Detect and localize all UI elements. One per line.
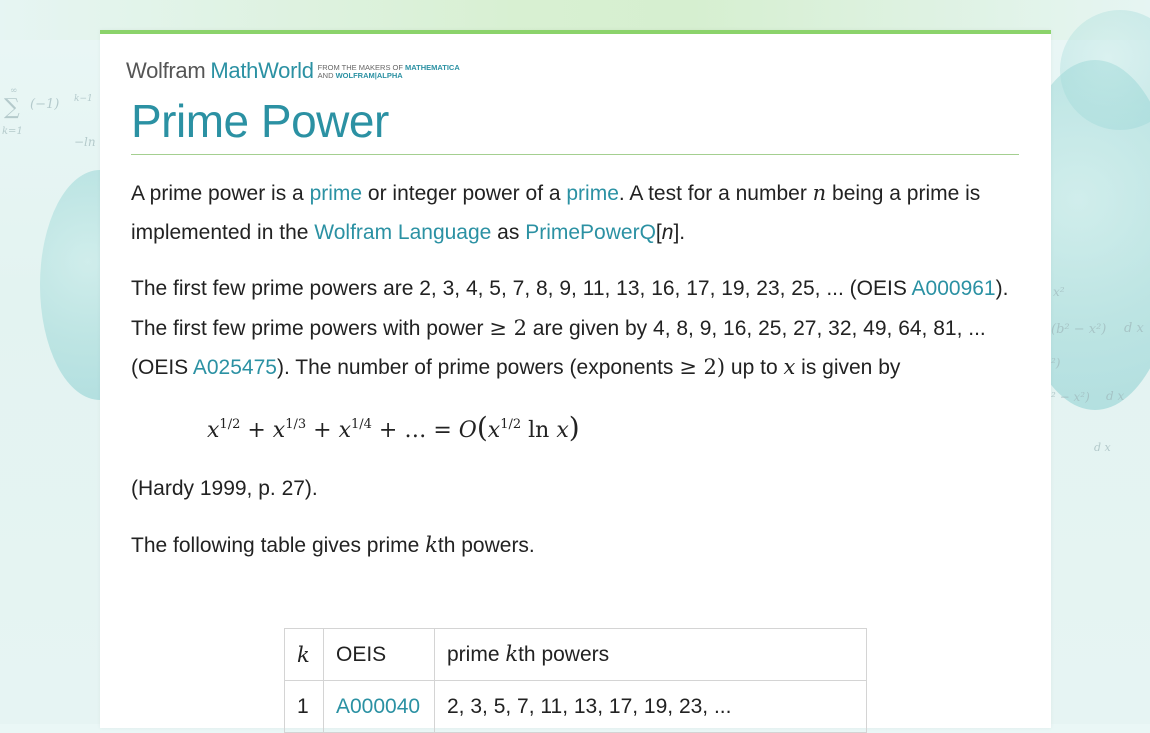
bg-math-dx2: d x [1106, 389, 1125, 403]
column-header-k: k [285, 629, 324, 681]
bg-math-frac3: ² − x²) [1051, 390, 1090, 404]
cell-oeis [324, 681, 435, 733]
table-row [285, 681, 867, 733]
bg-math-frac: (b² − x²) [1051, 322, 1107, 337]
paragraph-citation: (Hardy 1999, p. 27). [131, 476, 318, 500]
bg-math-lower: k=1 [2, 126, 23, 137]
bg-math-dx3: d x [1094, 441, 1111, 454]
paragraph-table-intro: The following table gives prime kth powers. [131, 533, 535, 557]
link-a025475[interactable]: A025475 [192, 356, 277, 379]
page-title: Prime Power [131, 95, 389, 147]
bg-math-ln: −ln [74, 135, 96, 149]
paragraph-definition: A prime power is a prime or integer power of a prime. A test for a number n being a prime is implemented in the Wolfram Language as PrimePowerQ[n]. [131, 181, 981, 244]
cell-values: 2, 3, 5, 7, 11, 13, 17, 19, 23, ... [435, 681, 867, 733]
table-header-row [285, 629, 867, 681]
bg-math-exp: k−1 [74, 94, 93, 104]
bg-math-frac2: ²) [1051, 356, 1061, 370]
link-prime-2[interactable]: prime [566, 182, 619, 205]
prime-kth-powers-table [284, 628, 867, 733]
cell-k: 1 [285, 681, 324, 733]
column-header-prime-kth-powers: prime kth powers [435, 629, 867, 681]
mathworld-logo[interactable] [126, 58, 460, 84]
bg-math-upper: ∞ [10, 86, 18, 96]
link-prime[interactable]: prime [309, 182, 363, 205]
logo-wolfram-text: Wolfram [126, 58, 206, 83]
column-header-oeis: OEIS [324, 629, 435, 681]
article-body [131, 174, 1021, 584]
bg-math-sum: ∑ [4, 95, 20, 120]
var-x: x [783, 355, 796, 379]
link-a000961[interactable]: A000961 [911, 277, 996, 300]
bg-math-dx1: d x [1124, 321, 1144, 336]
logo-mathworld-text: MathWorld [210, 58, 314, 83]
bg-math-x2: x² [1053, 285, 1065, 299]
link-wolfram-language[interactable]: Wolfram Language [314, 220, 492, 244]
paragraph-sequence: The first few prime powers are 2, 3, 4, 5, 7, 8, 9, 11, 13, 16, 17, 19, 23, 25, ... (OEIS A000961). The first few prime powers with power ≥ 2 are given by 4, 8, 9, 16, 25, 27, 32, 49, 64, 81, ... (OEIS A025475). The number of prime powers (exponents ≥ 2) up to x is given by [131, 277, 1009, 379]
var-n: n [812, 181, 827, 205]
title-divider [131, 154, 1019, 155]
bg-math-term: (−1) [30, 97, 60, 112]
var-k: k [425, 533, 438, 557]
logo-tagline: FROM THE MAKERS OF MATHEMATICA AND WOLFRAM|ALPHA [317, 63, 460, 80]
link-primepowerq[interactable]: PrimePowerQ [525, 220, 656, 244]
article-card [100, 30, 1051, 728]
formula-prime-power-count: $x^{1/2} + x^{1/3} + x^{1/4}$ + … = $O(x^{1/2}$ ln x) [207, 410, 580, 444]
link-a000040[interactable]: A000040 [336, 694, 421, 718]
